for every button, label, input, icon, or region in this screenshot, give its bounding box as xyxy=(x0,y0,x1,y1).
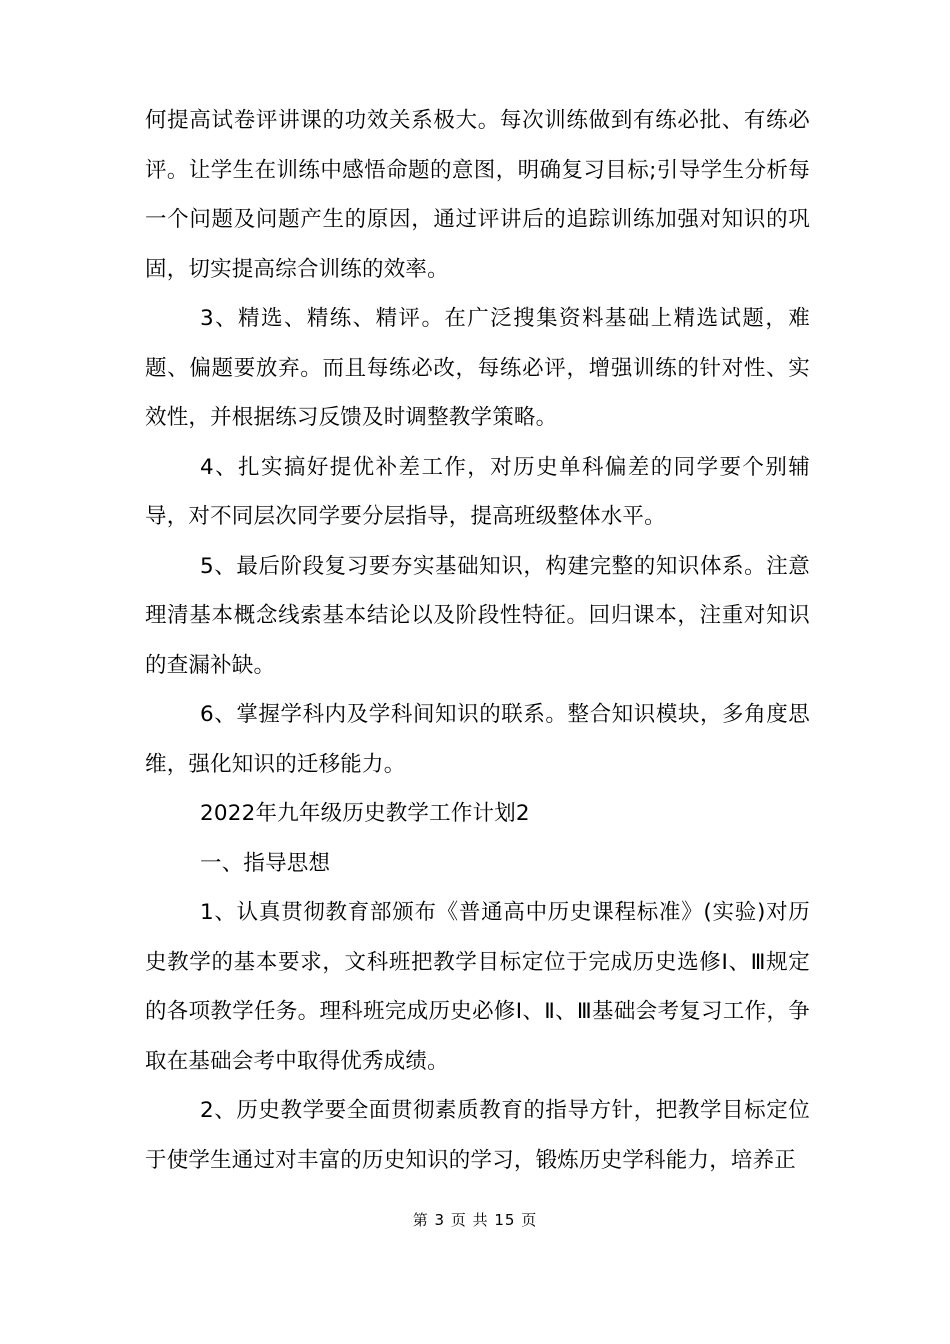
paragraph-item-6: 6、掌握学科内及学科间知识的联系。整合知识模块，多角度思维，强化知识的迁移能力。 xyxy=(145,702,810,777)
section-title: 2022年九年级历史教学工作计划2 xyxy=(200,801,530,826)
paragraph-guideline-2: 2、历史教学要全面贯彻素质教育的指导方针，把教学目标定位于使学生通过对丰富的历史知识的学习，锻炼历史学科能力，培养正 xyxy=(145,1098,810,1173)
paragraph-guideline-1: 1、认真贯彻教育部颁布《普通高中历史课程标准》(实验)对历史教学的基本要求，文科班把教学目标定位于完成历史选修Ⅰ、Ⅲ规定的各项教学任务。理科班完成历史必修Ⅰ、Ⅱ、Ⅲ基础会考复习工作，争取在基础会考中取得优秀成绩。 xyxy=(145,900,810,1074)
page-number-label: 第 3 页 共 15 页 xyxy=(412,1211,538,1229)
page-footer xyxy=(0,1210,950,1230)
paragraph-item-4: 4、扎实搞好提优补差工作，对历史单科偏差的同学要个别辅导，对不同层次同学要分层指导，提高班级整体水平。 xyxy=(145,454,810,529)
section-heading: 一、指导思想 xyxy=(200,850,331,876)
paragraph-continuation: 何提高试卷评讲课的功效关系极大。每次训练做到有练必批、有练必评。让学生在训练中感悟命题的意图，明确复习目标;引导学生分析每一个问题及问题产生的原因，通过评讲后的追踪训练加强对知识的巩固，切实提高综合训练的效率。 xyxy=(145,108,810,282)
paragraph-item-3: 3、精选、精练、精评。在广泛搜集资料基础上精选试题，难题、偏题要放弃。而且每练必改，每练必评，增强训练的针对性、实效性，并根据练习反馈及时调整教学策略。 xyxy=(145,306,810,430)
paragraph-item-5: 5、最后阶段复习要夯实基础知识，构建完整的知识体系。注意理清基本概念线索基本结论以及阶段性特征。回归课本，注重对知识的查漏补缺。 xyxy=(145,553,810,678)
document-body xyxy=(145,96,810,1185)
